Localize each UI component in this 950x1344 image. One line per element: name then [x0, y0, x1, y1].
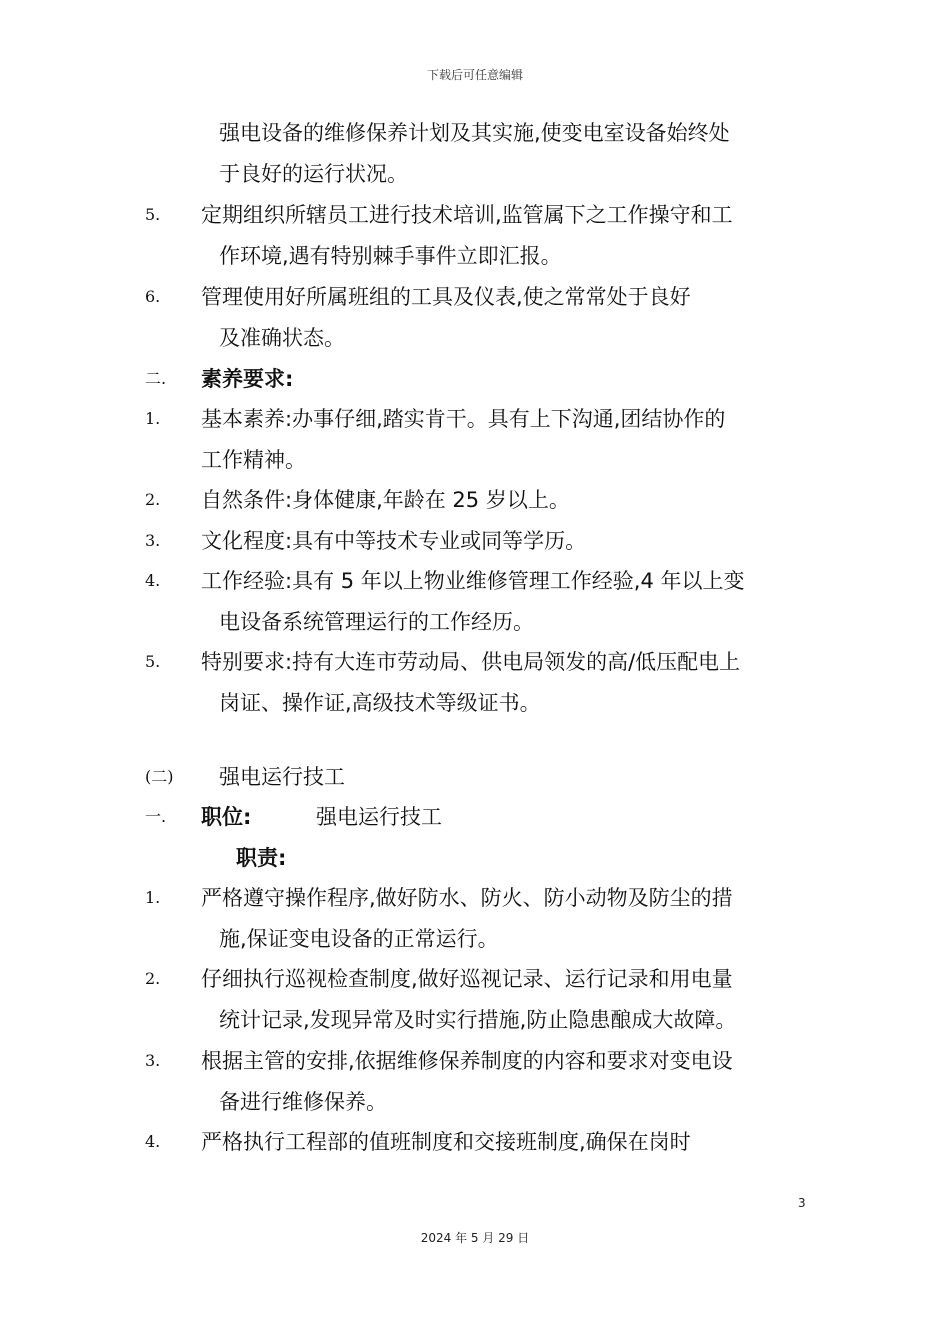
text-line: 自然条件:身体健康,年龄在 25 岁以上。: [201, 488, 570, 512]
text-line: 备进行维修保养。: [219, 1090, 387, 1114]
text-line: 工作精神。: [201, 448, 306, 472]
text-line: 及准确状态。: [219, 326, 345, 350]
text-line: 仔细执行巡视检查制度,做好巡视记录、运行记录和用电量: [201, 967, 733, 991]
text-line: 施,保证变电设备的正常运行。: [219, 927, 499, 951]
list-number: 4.: [145, 1132, 161, 1151]
section-number: 二.: [145, 369, 167, 388]
list-number: 3.: [145, 1051, 161, 1070]
text-line: 作环境,遇有特别棘手事件立即汇报。: [219, 244, 562, 268]
text-line: 特别要求:持有大连市劳动局、供电局领发的高/低压配电上: [201, 650, 741, 674]
text-line: 文化程度:具有中等技术专业或同等学历。: [201, 529, 587, 553]
position-title: 强电运行技工: [316, 805, 442, 829]
position-label: 职位:: [201, 805, 252, 829]
list-number: 1.: [145, 409, 161, 428]
list-number: 4.: [145, 571, 161, 590]
text-line: 统计记录,发现异常及时实行措施,防止隐患酿成大故障。: [219, 1008, 737, 1032]
subsection-number: (二): [145, 767, 174, 786]
list-number: 5.: [145, 205, 161, 224]
section-heading: 素养要求:: [201, 367, 294, 391]
text-line: 于良好的运行状况。: [219, 162, 408, 186]
text-line: 工作经验:具有 5 年以上物业维修管理工作经验,4 年以上变: [201, 569, 745, 593]
text-line: 基本素养:办事仔细,踏实肯干。具有上下沟通,团结协作的: [201, 407, 726, 431]
text-line: 严格执行工程部的值班制度和交接班制度,确保在岗时: [201, 1130, 691, 1154]
list-number: 2.: [145, 969, 161, 988]
text-line: 根据主管的安排,依据维修保养制度的内容和要求对变电设: [201, 1049, 733, 1073]
text-line: 岗证、操作证,高级技术等级证书。: [219, 691, 541, 715]
text-line: 管理使用好所属班组的工具及仪表,使之常常处于良好: [201, 285, 691, 309]
list-number: 6.: [145, 287, 161, 306]
text-line: 定期组织所辖员工进行技术培训,监管属下之工作操守和工: [201, 203, 733, 227]
page-number: 3: [798, 1196, 806, 1210]
page-footer-date: 2024 年 5 月 29 日: [420, 1231, 530, 1245]
duties-heading: 职责:: [236, 846, 287, 870]
text-line: 严格遵守操作程序,做好防水、防火、防小动物及防尘的措: [201, 886, 733, 910]
list-number: 2.: [145, 490, 161, 509]
page-header: 下载后可任意编辑: [426, 68, 523, 82]
subsection-title: 强电运行技工: [219, 765, 345, 789]
list-number: 3.: [145, 531, 161, 550]
list-number: 5.: [145, 652, 161, 671]
text-line: 强电设备的维修保养计划及其实施,使变电室设备始终处: [219, 121, 730, 145]
list-number: 1.: [145, 888, 161, 907]
text-line: 电设备系统管理运行的工作经历。: [219, 610, 534, 634]
section-number: 一.: [145, 807, 167, 826]
